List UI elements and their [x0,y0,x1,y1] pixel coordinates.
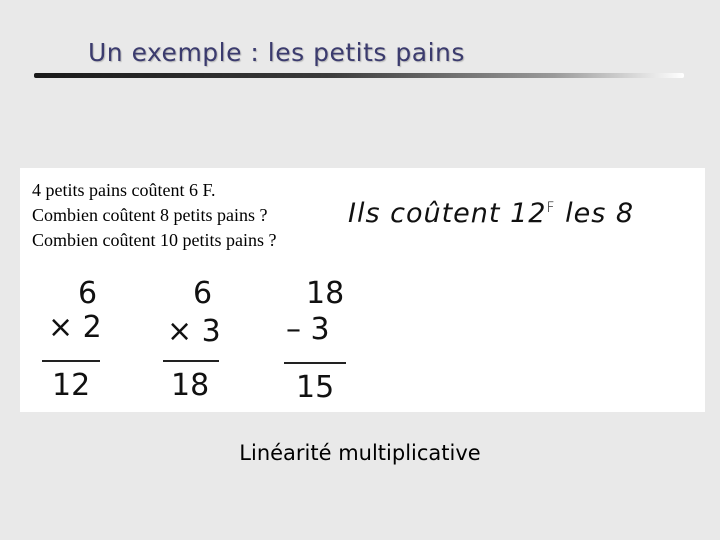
calc-operation: × 2 [48,310,102,345]
calc-top-number: 6 [78,276,98,311]
calc-operation: × 3 [167,314,221,349]
problem-line: Combien coûtent 8 petits pains ? [32,205,268,225]
calc-operation: – 3 [286,312,330,347]
calc-result: 12 [52,368,91,403]
scanned-worksheet [20,168,705,412]
problem-line: Combien coûtent 10 petits pains ? [32,230,277,250]
answer-text: Ils coûtent 12 [348,198,547,229]
calc-result: 18 [171,368,210,403]
title-underline [34,73,684,78]
calc-result-bar [42,360,100,362]
slide-title: Un exemple : les petits pains [88,38,465,67]
answer-unit: F [546,200,556,216]
problem-statement [32,178,276,253]
calc-top-number: 18 [306,276,345,311]
handwritten-answer [348,198,634,229]
calc-result-bar [284,362,346,364]
calc-top-number: 6 [193,276,213,311]
calc-result-bar [163,360,219,362]
answer-tail: les 8 [565,198,635,229]
slide-caption: Linéarité multiplicative [239,441,481,465]
calc-result: 15 [296,370,335,405]
problem-line: 4 petits pains coûtent 6 F. [32,180,216,200]
